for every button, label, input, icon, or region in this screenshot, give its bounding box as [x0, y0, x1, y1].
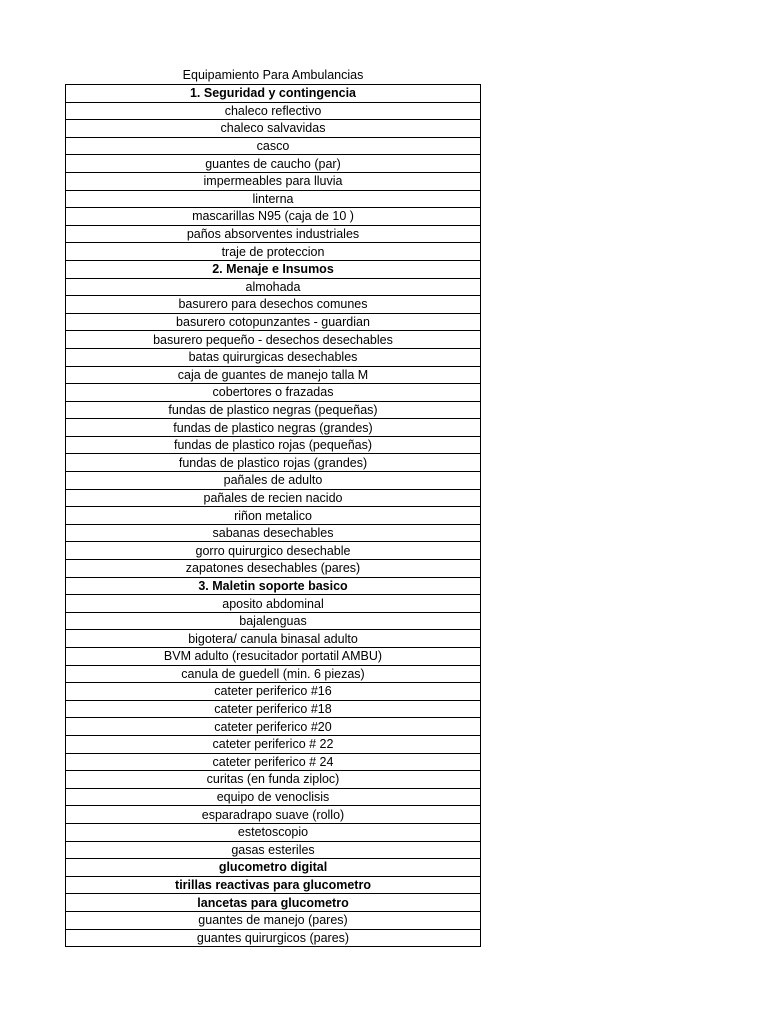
table-row [66, 700, 481, 718]
section-header-cell[interactable]: 2. Menaje e Insumos [66, 260, 481, 278]
table-row [66, 208, 481, 226]
table-row [66, 348, 481, 366]
section-header-cell[interactable]: 3. Maletin soporte basico [66, 577, 481, 595]
table-row [66, 313, 481, 331]
table-row [66, 384, 481, 402]
table-row [66, 102, 481, 120]
section-header-cell[interactable]: tirillas reactivas para glucometro [66, 876, 481, 894]
table-row [66, 612, 481, 630]
table-row [66, 595, 481, 613]
item-cell[interactable]: cateter periferico #18 [66, 700, 481, 718]
table-row [66, 929, 481, 947]
table-row [66, 823, 481, 841]
table-row [66, 771, 481, 789]
item-cell[interactable]: paños absorventes industriales [66, 225, 481, 243]
item-cell[interactable]: curitas (en funda ziploc) [66, 771, 481, 789]
table-row [66, 472, 481, 490]
spreadsheet-sheet [65, 66, 481, 947]
item-cell[interactable]: basurero cotopunzantes - guardian [66, 313, 481, 331]
table-row [66, 401, 481, 419]
item-cell[interactable]: fundas de plastico negras (grandes) [66, 419, 481, 437]
table-row [66, 489, 481, 507]
item-cell[interactable]: estetoscopio [66, 823, 481, 841]
item-cell[interactable]: traje de proteccion [66, 243, 481, 261]
item-cell[interactable]: equipo de venoclisis [66, 788, 481, 806]
table-row [66, 120, 481, 138]
equipment-table-body [66, 85, 481, 947]
item-cell[interactable]: basurero para desechos comunes [66, 296, 481, 314]
item-cell[interactable]: fundas de plastico rojas (pequeñas) [66, 436, 481, 454]
table-row [66, 366, 481, 384]
table-row [66, 806, 481, 824]
table-row [66, 911, 481, 929]
item-cell[interactable]: bigotera/ canula binasal adulto [66, 630, 481, 648]
table-row [66, 542, 481, 560]
table-row [66, 137, 481, 155]
table-row [66, 296, 481, 314]
item-cell[interactable]: mascarillas N95 (caja de 10 ) [66, 208, 481, 226]
table-row [66, 331, 481, 349]
section-header-cell[interactable]: glucometro digital [66, 859, 481, 877]
table-row [66, 753, 481, 771]
item-cell[interactable]: caja de guantes de manejo talla M [66, 366, 481, 384]
table-row [66, 155, 481, 173]
table-row [66, 419, 481, 437]
item-cell[interactable]: BVM adulto (resucitador portatil AMBU) [66, 648, 481, 666]
table-row [66, 735, 481, 753]
item-cell[interactable]: cateter periferico # 22 [66, 735, 481, 753]
section-header-row [66, 894, 481, 912]
table-row [66, 436, 481, 454]
item-cell[interactable]: cateter periferico #16 [66, 683, 481, 701]
item-cell[interactable]: impermeables para lluvia [66, 172, 481, 190]
item-cell[interactable]: fundas de plastico rojas (grandes) [66, 454, 481, 472]
item-cell[interactable]: chaleco reflectivo [66, 102, 481, 120]
section-header-row [66, 859, 481, 877]
table-row [66, 560, 481, 578]
item-cell[interactable]: esparadrapo suave (rollo) [66, 806, 481, 824]
item-cell[interactable]: gasas esteriles [66, 841, 481, 859]
section-header-cell[interactable]: lancetas para glucometro [66, 894, 481, 912]
equipment-table [65, 84, 481, 947]
section-header-row [66, 85, 481, 103]
section-header-row [66, 260, 481, 278]
item-cell[interactable]: fundas de plastico negras (pequeñas) [66, 401, 481, 419]
table-row [66, 278, 481, 296]
table-row [66, 648, 481, 666]
item-cell[interactable]: cobertores o frazadas [66, 384, 481, 402]
table-row [66, 683, 481, 701]
item-cell[interactable]: pañales de adulto [66, 472, 481, 490]
item-cell[interactable]: sabanas desechables [66, 524, 481, 542]
table-row [66, 524, 481, 542]
table-row [66, 454, 481, 472]
item-cell[interactable]: chaleco salvavidas [66, 120, 481, 138]
table-row [66, 665, 481, 683]
item-cell[interactable]: bajalenguas [66, 612, 481, 630]
item-cell[interactable]: zapatones desechables (pares) [66, 560, 481, 578]
item-cell[interactable]: canula de guedell (min. 6 piezas) [66, 665, 481, 683]
table-row [66, 788, 481, 806]
item-cell[interactable]: guantes de manejo (pares) [66, 911, 481, 929]
item-cell[interactable]: basurero pequeño - desechos desechables [66, 331, 481, 349]
item-cell[interactable]: guantes de caucho (par) [66, 155, 481, 173]
item-cell[interactable]: linterna [66, 190, 481, 208]
document-title: Equipamiento Para Ambulancias [182, 68, 364, 82]
table-row [66, 190, 481, 208]
item-cell[interactable]: riñon metalico [66, 507, 481, 525]
table-row [66, 718, 481, 736]
section-header-cell[interactable]: 1. Seguridad y contingencia [66, 85, 481, 103]
table-row [66, 630, 481, 648]
table-row [66, 172, 481, 190]
table-row [66, 225, 481, 243]
table-row [66, 243, 481, 261]
item-cell[interactable]: aposito abdominal [66, 595, 481, 613]
section-header-row [66, 876, 481, 894]
item-cell[interactable]: almohada [66, 278, 481, 296]
item-cell[interactable]: guantes quirurgicos (pares) [66, 929, 481, 947]
item-cell[interactable]: casco [66, 137, 481, 155]
item-cell[interactable]: batas quirurgicas desechables [66, 348, 481, 366]
item-cell[interactable]: pañales de recien nacido [66, 489, 481, 507]
section-header-row [66, 577, 481, 595]
item-cell[interactable]: cateter periferico #20 [66, 718, 481, 736]
item-cell[interactable]: gorro quirurgico desechable [66, 542, 481, 560]
table-row [66, 507, 481, 525]
item-cell[interactable]: cateter periferico # 24 [66, 753, 481, 771]
table-row [66, 841, 481, 859]
